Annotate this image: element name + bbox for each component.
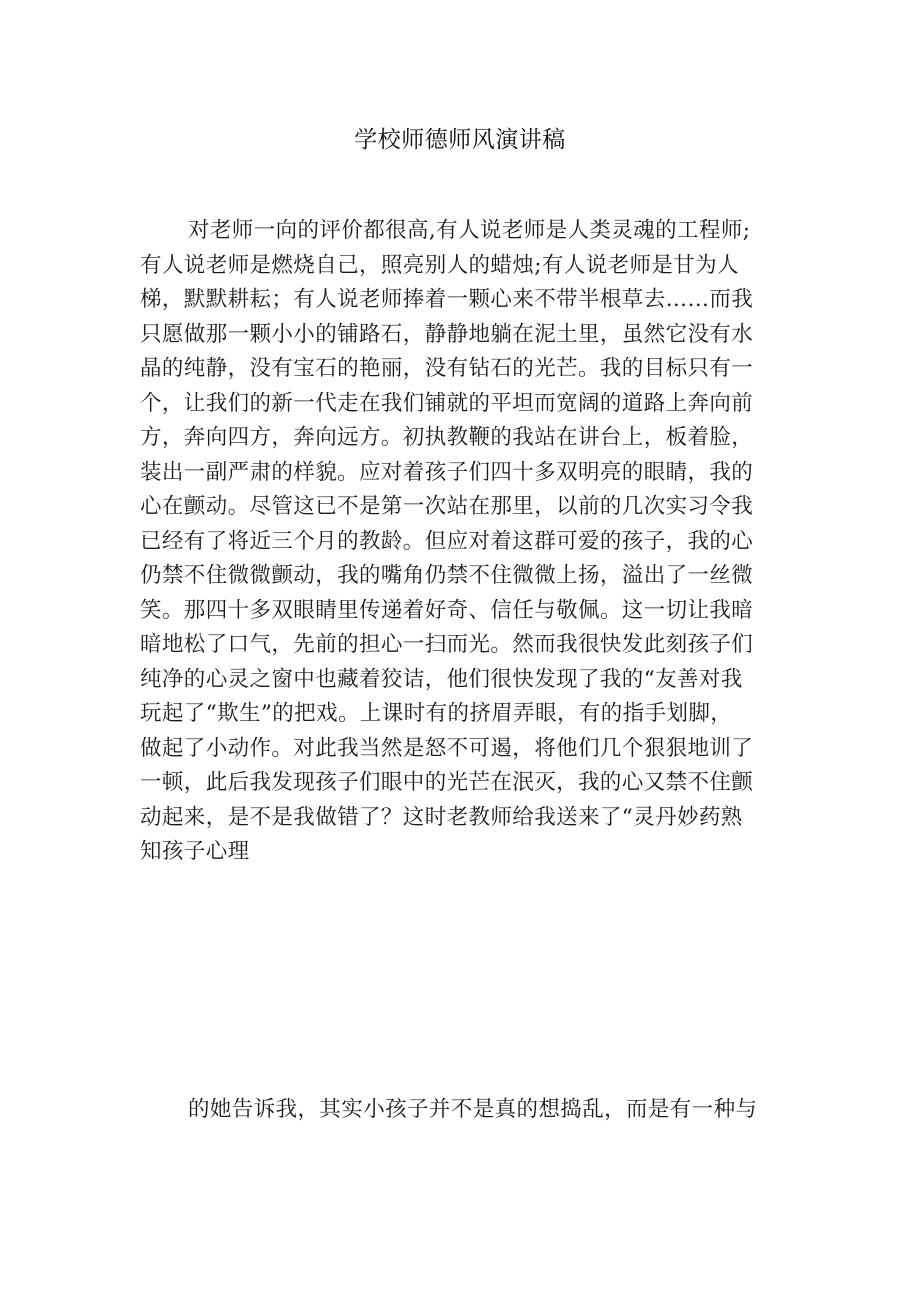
text-line: 个，让我们的新一代走在我们铺就的平坦而宽阔的道路上奔向前 (140, 390, 754, 416)
text-line: 有人说老师是燃烧自己，照亮别人的蜡烛;有人说老师是甘为人 (140, 252, 739, 278)
text-line: 对老师一向的评价都很高,有人说老师是人类灵魂的工程师; (188, 218, 751, 243)
text-line: 只愿做那一颗小小的铺路石，静静地躺在泥土里，虽然它没有水 (140, 321, 754, 347)
text-line: 的她告诉我，其实小孩子并不是真的想捣乱，而是有一种与 (188, 1097, 758, 1122)
text-line: 暗地松了口气，先前的担心一扫而光。然而我很快发此刻孩子们 (140, 632, 754, 657)
text-line: 梯，默默耕耘；有人说老师捧着一颗心来不带半根草去……而我 (140, 287, 754, 312)
text-line: 一顿，此后我发现孩子们眼中的光芒在泯灭，我的心又禁不住颤 (140, 770, 754, 795)
text-line: 做起了小动作。对此我当然是怒不可遏，将他们几个狠狠地训了 (140, 735, 754, 761)
text-line: 晶的纯静，没有宝石的艳丽，没有钻石的光芒。我的目标只有一 (140, 356, 754, 381)
text-line: 方，奔向四方，奔向远方。初执教鞭的我站在讲台上，板着脸， (140, 425, 754, 450)
paragraph-2 (140, 1093, 788, 1128)
document-title: 学校师德师风演讲稿 (354, 127, 566, 153)
text-line: 装出一副严肃的样貌。应对着孩子们四十多双明亮的眼睛，我的 (140, 459, 754, 485)
text-line: 纯净的心灵之窗中也藏着狡诘，他们很快发现了我的“友善对我 (140, 666, 743, 692)
text-line: 知孩子心理 (140, 839, 250, 864)
text-line: 动起来，是不是我做错了？这时老教师给我送来了“灵丹妙药熟 (140, 804, 743, 830)
text-line: 笑。那四十多双眼睛里传递着好奇、信任与敬佩。这一切让我暗 (140, 597, 754, 623)
text-line: 已经有了将近三个月的教龄。但应对着这群可爱的孩子，我的心 (140, 528, 754, 554)
text-line: 玩起了“欺生”的把戏。上课时有的挤眉弄眼，有的指手划脚， (140, 701, 733, 726)
paragraph-1 (140, 214, 788, 870)
text-line: 仍禁不住微微颤动，我的嘴角仍禁不住微微上扬，溢出了一丝微 (140, 563, 754, 588)
text-line: 心在颤动。尽管这已不是第一次站在那里，以前的几次实习令我 (140, 494, 754, 519)
